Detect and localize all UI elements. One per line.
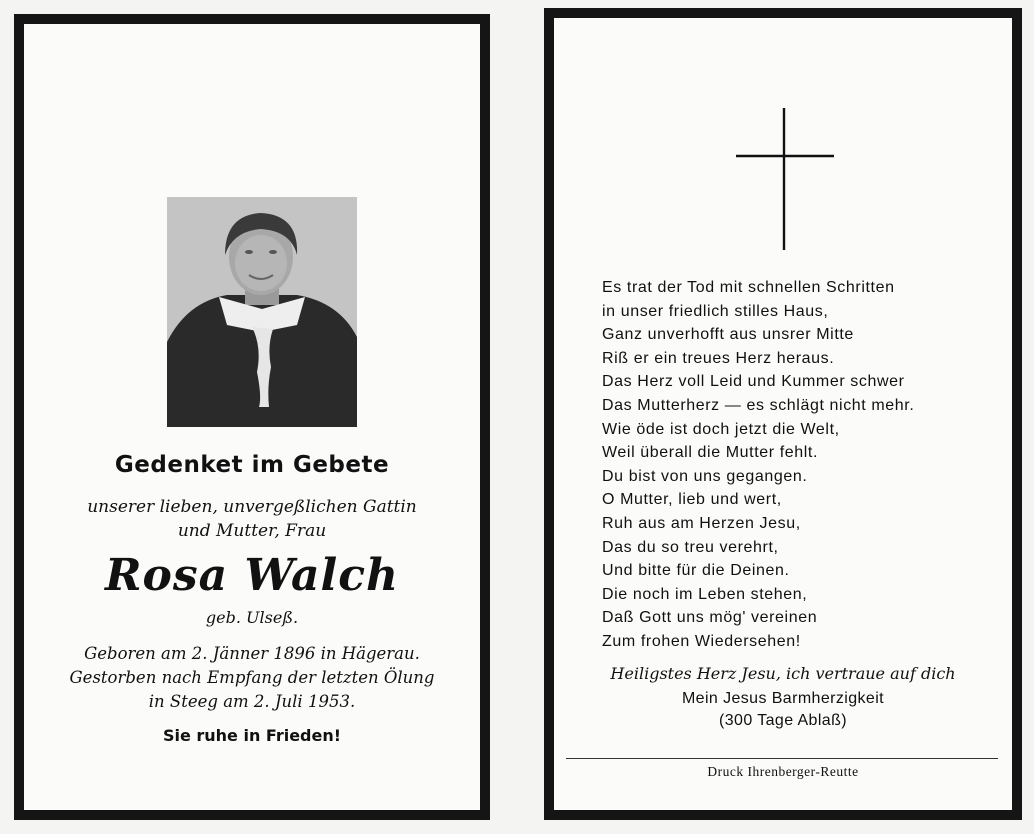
poem-line: Es trat der Tod mit schnellen Schritten <box>602 279 895 296</box>
memorial-card-front <box>14 14 490 820</box>
poem-line: Ganz unverhofft aus unsrer Mitte <box>602 326 854 344</box>
poem-line: Das du so treu verehrt, <box>602 538 779 556</box>
portrait-photo <box>167 197 357 427</box>
mercy-line: Mein Jesus Barmherzigkeit <box>681 690 885 707</box>
poem-line: in unser friedlich stilles Haus, <box>602 302 829 320</box>
deceased-name: Rosa Walch <box>104 550 400 601</box>
poem-line: Und bitte für die Deinen. <box>602 562 790 580</box>
memorial-card-back <box>544 8 1022 820</box>
cross-icon <box>724 100 844 250</box>
poem-line: Weil überall die Mutter fehlt. <box>602 444 819 462</box>
printer-credit: Druck Ihrenberger-Reutte <box>707 764 859 779</box>
indulgence-line: (300 Tage Ablaß) <box>719 712 847 729</box>
maiden-name: geb. Ulseß. <box>205 608 299 627</box>
intro-line-1: unserer lieben, unvergeßlichen Gattin <box>87 497 417 517</box>
poem-line: Zum frohen Wiedersehen! <box>602 632 801 650</box>
poem-line: O Mutter, lieb und wert, <box>602 491 782 509</box>
death-line-2: in Steeg am 2. Juli 1953. <box>148 692 356 711</box>
poem-line: Das Herz voll Leid und Kummer schwer <box>602 373 905 391</box>
poem-line: Wie öde ist doch jetzt die Welt, <box>602 420 840 438</box>
memorial-heading: Gedenket im Gebete <box>114 452 390 478</box>
poem-line: Die noch im Leben stehen, <box>602 585 808 603</box>
poem-line: Das Mutterherz — es schlägt nicht mehr. <box>602 396 915 414</box>
poem-line: Ruh aus am Herzen Jesu, <box>602 514 801 532</box>
intro-line-2: und Mutter, Frau <box>177 521 327 541</box>
poem-line: Du bist von uns gegangen. <box>602 467 808 485</box>
death-line-1: Gestorben nach Empfang der letzten Ölung <box>69 668 435 687</box>
poem-line: Daß Gott uns mög' vereinen <box>602 609 818 627</box>
prayer-line: Heiligstes Herz Jesu, ich vertraue auf dich <box>610 664 956 683</box>
poem <box>602 276 1002 654</box>
rest-in-peace: Sie ruhe in Frieden! <box>162 726 342 745</box>
birth-line: Geboren am 2. Jänner 1896 in Hägerau. <box>84 644 420 663</box>
divider <box>566 758 998 759</box>
poem-line: Riß er ein treues Herz heraus. <box>602 349 835 367</box>
